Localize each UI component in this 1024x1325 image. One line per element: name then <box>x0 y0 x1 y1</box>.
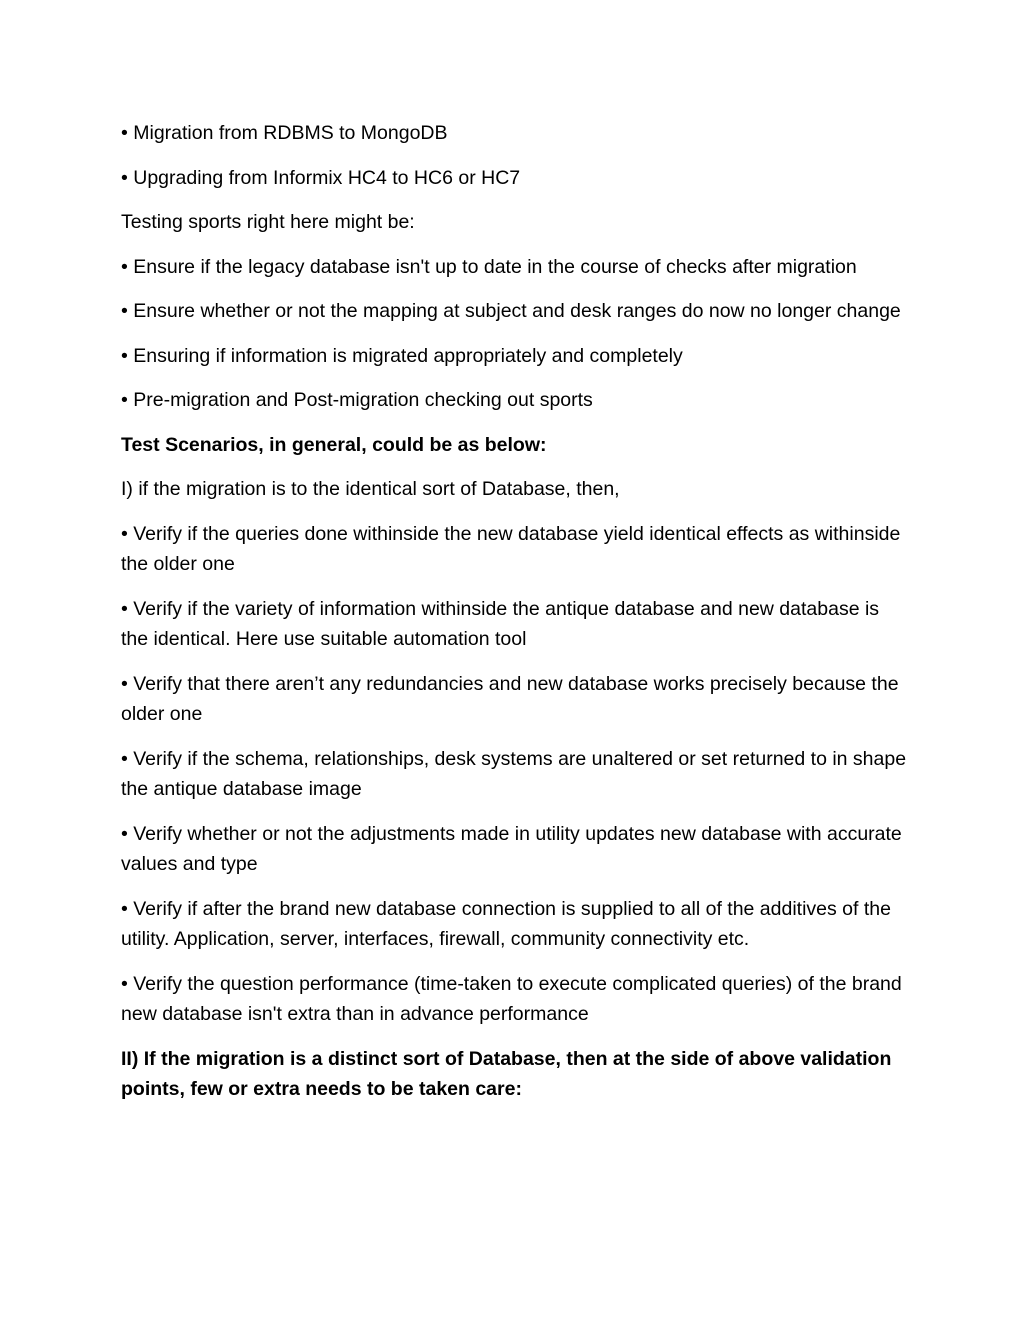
bullet-legacy-database: • Ensure if the legacy database isn't up to date in the course of checks after migration <box>121 255 857 278</box>
bullet-verify-connection: • Verify if after the brand new database connection is supplied to all of the additives of the utility. Application, server, interfaces, firewall, community connectivity etc. <box>121 897 891 950</box>
bullet-pre-post-migration: • Pre-migration and Post-migration checking out sports <box>121 389 593 411</box>
bullet-rdbms-to-mongodb: • Migration from RDBMS to MongoDB <box>121 122 448 144</box>
bullet-data-migrated: • Ensuring if information is migrated appropriately and completely <box>121 344 683 367</box>
bullet-verify-query-performance: • Verify the question performance (time-taken to execute complicated queries) of the brand new database isn't extra than in advance performance <box>121 972 902 1025</box>
test-scenarios-heading: Test Scenarios, in general, could be as below: <box>121 433 547 456</box>
testing-intro: Testing sports right here might be: <box>121 211 415 233</box>
bullet-informix-upgrade: • Upgrading from Informix HC4 to HC6 or HC7 <box>121 166 521 189</box>
document-page <box>121 118 911 1119</box>
bullet-verify-redundancies: • Verify that there aren’t any redundancies and new database works precisely because the older one <box>121 672 899 725</box>
bullet-verify-queries: • Verify if the queries done withinside the new database yield identical effects as withinside the older one <box>121 522 901 575</box>
section-distinct-database-heading: II) If the migration is a distinct sort of Database, then at the side of above validation points, few or extra needs to be taken care: <box>121 1047 892 1100</box>
bullet-mapping-levels: • Ensure whether or not the mapping at subject and desk ranges do now no longer change <box>121 300 901 322</box>
bullet-verify-schema: • Verify if the schema, relationships, desk systems are unaltered or set returned to in shape the antique database image <box>121 747 907 800</box>
bullet-verify-app-changes: • Verify whether or not the adjustments made in utility updates new database with accurate values and type <box>121 822 902 875</box>
section-identical-database: I) if the migration is to the identical sort of Database, then, <box>121 478 620 500</box>
bullet-verify-record-count: • Verify if the variety of information withinside the antique database and new database is the identical. Here use suitable automation tool <box>121 597 880 650</box>
